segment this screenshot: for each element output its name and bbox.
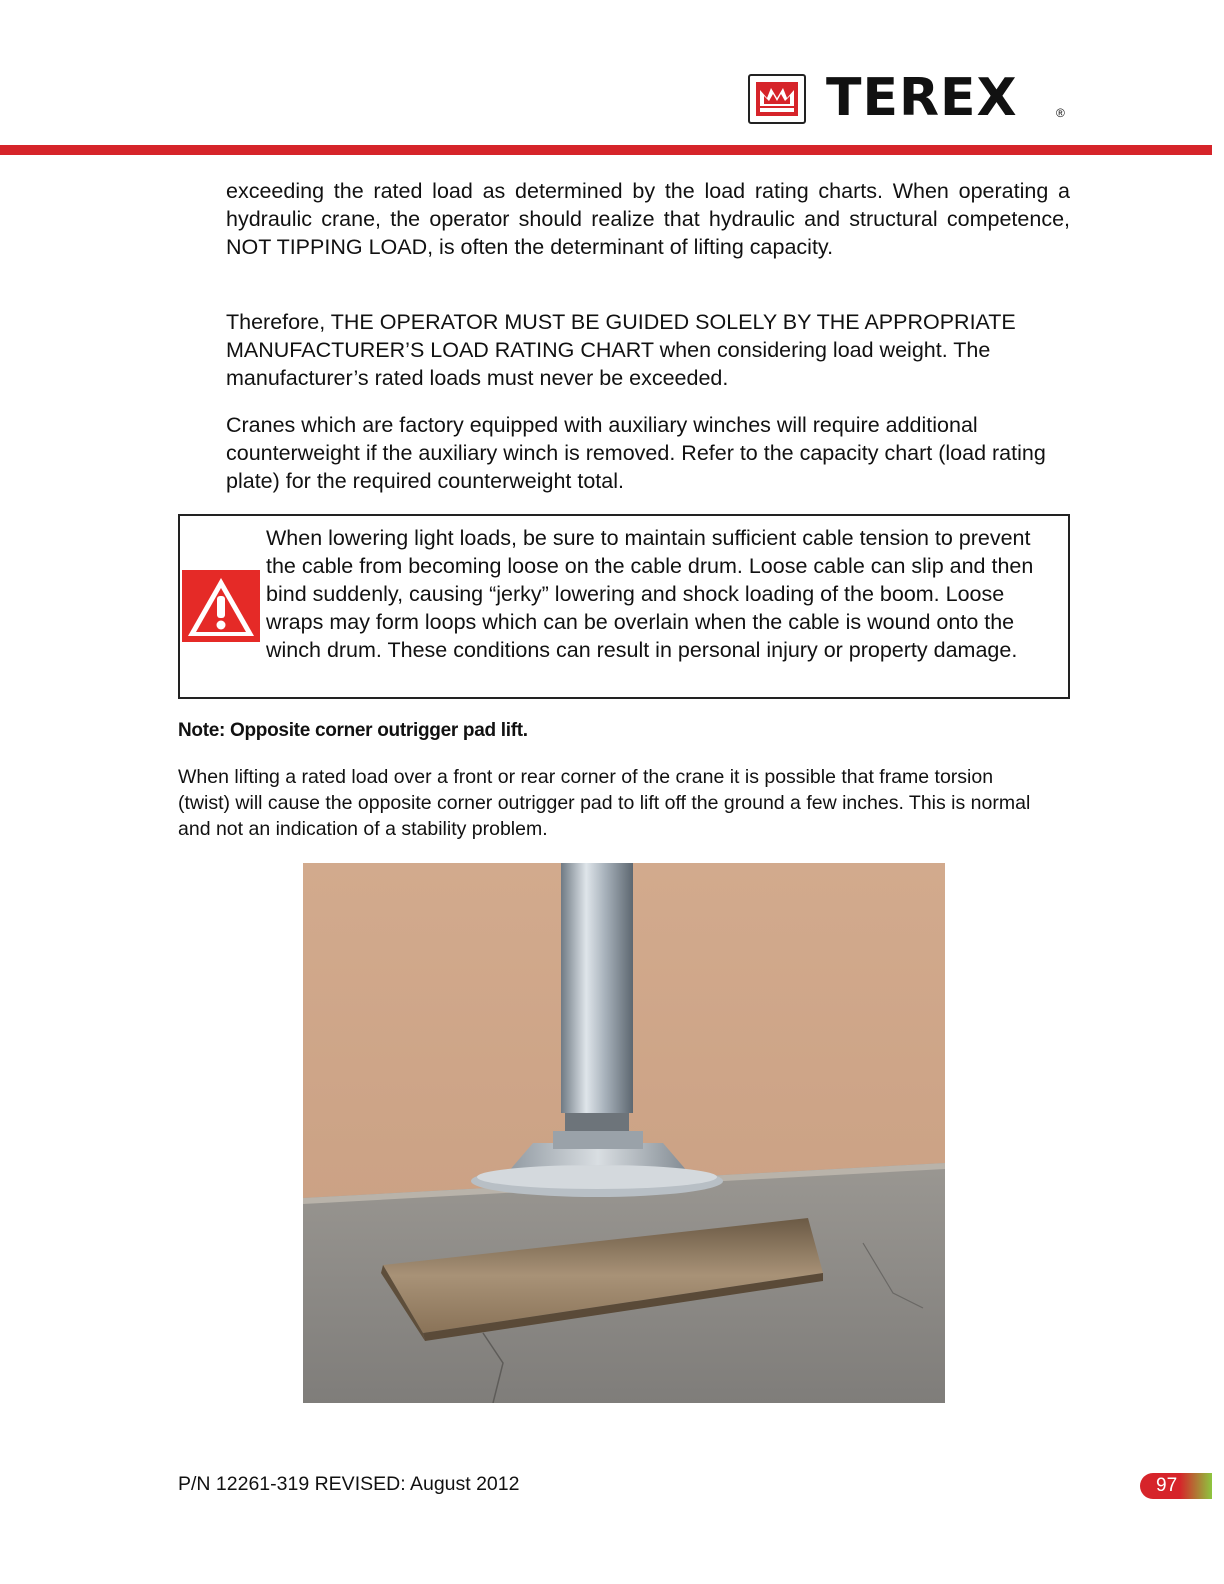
note-body: When lifting a rated load over a front or rear corner of the crane it is possible that frame torsion (twist) will cause the opposite corner outrigger pad to lift off the ground a few inches. This is normal and not an indication of a stability problem. (178, 766, 1031, 840)
warning-box (178, 514, 1070, 699)
paragraph-load-chart: Therefore, THE OPERATOR MUST BE GUIDED SOLELY BY THE APPROPRIATE MANUFACTURER’S LOAD RATING CHART when considering load weight. The manufacturer’s rated loads must never be exceeded. (226, 310, 1016, 390)
terex-logo (748, 68, 1078, 128)
registered-mark: ® (1056, 106, 1065, 120)
page-number-tab (1140, 1473, 1212, 1499)
paragraph-rated-load: exceeding the rated load as determined by the load rating charts. When operating a hydraulic crane, the operator should realize that hydraulic and structural competence, NOT TIPPING LOAD, is often the determinant of lifting capacity. (226, 179, 1070, 259)
warning-text: When lowering light loads, be sure to maintain sufficient cable tension to prevent the cable from becoming loose on the cable drum. Loose cable can slip and then bind suddenly, causing “jerky” lowering and shock loading of the boom. Loose wraps may form loops which can be overlain when the cable is wound onto the winch drum. These conditions can result in personal injury or property damage. (266, 526, 1034, 662)
warning-triangle-icon (182, 570, 260, 642)
note-heading: Note: Opposite corner outrigger pad lift. (178, 720, 528, 741)
footer-part-number: P/N 12261-319 REVISED: August 2012 (178, 1473, 520, 1495)
terex-crown-icon (748, 74, 806, 124)
header-rule (0, 145, 1212, 155)
page-number: 97 (1156, 1475, 1178, 1496)
paragraph-counterweight: Cranes which are factory equipped with auxiliary winches will require additional counterweight if the auxiliary winch is removed. Refer to the capacity chart (load rating plate) for the required counterweight total. (226, 413, 1046, 493)
outrigger-pad-photo (303, 863, 945, 1403)
brand-wordmark: TEREX (826, 68, 1018, 128)
